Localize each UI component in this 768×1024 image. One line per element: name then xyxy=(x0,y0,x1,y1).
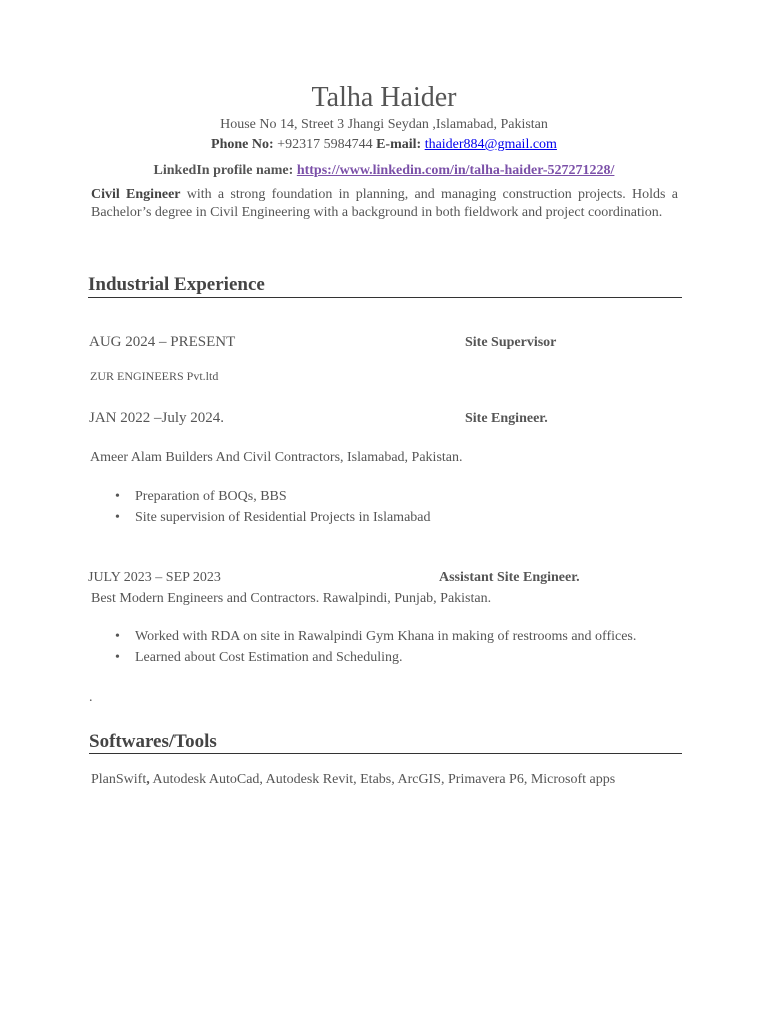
email-label: E-mail: xyxy=(376,137,422,152)
duty-text: Preparation of BOQs, BBS xyxy=(135,489,287,504)
bullet-icon: • xyxy=(115,629,120,644)
duty-text: Worked with RDA on site in Rawalpindi Gym Khana in making of restrooms and offices. xyxy=(135,629,637,644)
bullet-icon: • xyxy=(115,510,120,525)
tools-separator: , xyxy=(146,772,150,787)
section-title-tools: Softwares/Tools xyxy=(89,731,217,752)
phone-label: Phone No: xyxy=(211,137,274,152)
job-company: Best Modern Engineers and Contractors. Rawalpindi, Punjab, Pakistan. xyxy=(91,591,492,606)
job-duties xyxy=(90,626,636,668)
summary-text: with a strong foundation in planning, and managing construction projects. Holds a Bachelor’s degree in Civil Engineering with a background in both fieldwork and project coordination. xyxy=(91,187,678,220)
bullet-icon: • xyxy=(115,650,120,665)
profile-summary xyxy=(91,186,678,222)
linkedin-line xyxy=(0,163,768,179)
job-dates: AUG 2024 – PRESENT xyxy=(89,334,236,350)
tool-planswift: PlanSwift xyxy=(91,772,147,787)
address: House No 14, Street 3 Jhangi Seydan ,Islamabad, Pakistan xyxy=(220,117,548,132)
tools-rest: Autodesk AutoCad, Autodesk Revit, Etabs, ArcGIS, Primavera P6, Microsoft apps xyxy=(149,772,616,787)
job-company: Ameer Alam Builders And Civil Contractors, Islamabad, Pakistan. xyxy=(90,450,463,465)
linkedin-label: LinkedIn profile name: xyxy=(153,163,294,178)
job-dates: JULY 2023 – SEP 2023 xyxy=(88,570,221,585)
linkedin-link[interactable]: https://www.linkedin.com/in/talha-haider-527271228/ xyxy=(296,163,615,178)
duty-text: Site supervision of Residential Projects in Islamabad xyxy=(135,510,431,525)
section-divider xyxy=(88,297,682,298)
contact-line xyxy=(0,137,768,153)
job-role: Site Supervisor xyxy=(465,335,557,350)
list-item xyxy=(90,647,636,668)
tools-list xyxy=(91,772,615,788)
section-divider xyxy=(89,753,682,754)
list-item xyxy=(90,486,431,507)
trailing-period: . xyxy=(89,690,93,705)
candidate-name: Talha Haider xyxy=(311,82,457,113)
phone-value: +92317 5984744 xyxy=(277,137,373,152)
section-title-experience: Industrial Experience xyxy=(88,274,265,295)
email-link[interactable]: thaider884@gmail.com xyxy=(424,137,557,152)
job-duties xyxy=(90,486,431,528)
bullet-icon: • xyxy=(115,489,120,504)
job-company: ZUR ENGINEERS Pvt.ltd xyxy=(90,369,219,383)
list-item xyxy=(90,507,431,528)
duty-text: Learned about Cost Estimation and Scheduling. xyxy=(135,650,403,665)
job-role: Site Engineer. xyxy=(465,411,548,426)
job-role: Assistant Site Engineer. xyxy=(439,570,580,585)
list-item xyxy=(90,626,636,647)
summary-lead: Civil Engineer xyxy=(91,187,181,202)
job-dates: JAN 2022 –July 2024. xyxy=(89,410,225,426)
